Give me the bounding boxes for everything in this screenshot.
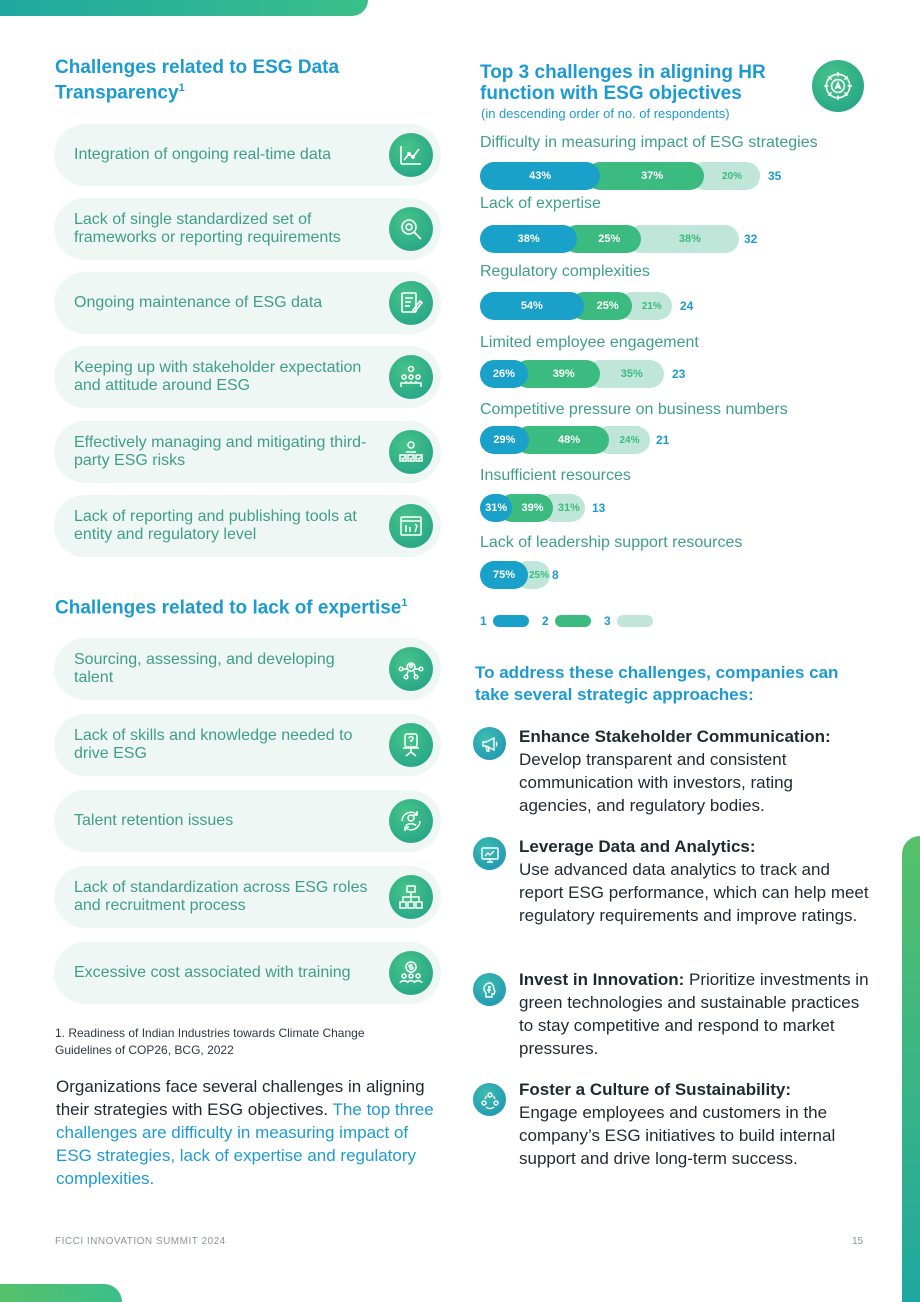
bar-segment-series-2: 39%: [514, 360, 600, 388]
bar-row: [480, 426, 688, 454]
top-decor-bar: [0, 0, 368, 16]
bar-segment-series-1: 26%: [480, 360, 528, 388]
category-label: Regulatory complexities: [480, 263, 650, 280]
category-label: Lack of leadership support resources: [480, 534, 743, 551]
bar-segment-series-2: 39%: [498, 494, 553, 522]
bar-segment-series-1: 54%: [480, 292, 584, 320]
category-label: Limited employee engagement: [480, 334, 699, 351]
approach-text: [519, 1078, 869, 1170]
approaches-heading: To address these challenges, companies can take several strategic approaches:: [475, 663, 839, 704]
legend-swatch: [617, 615, 653, 627]
challenge-text: Lack of reporting and publishing tools at entity and regulatory level: [74, 508, 357, 543]
bar-row: [480, 292, 712, 320]
category-label: Difficulty in measuring impact of ESG strategies: [480, 134, 818, 151]
approach-text: [519, 968, 869, 1060]
legend-swatch: [493, 615, 529, 627]
bar-total-label: 8: [552, 568, 559, 582]
legend-label: 1: [480, 614, 487, 628]
approach-title: Invest in Innovation:: [519, 970, 685, 989]
approach-body: Develop transparent and consistent communication with investors, rating agencies, and regulatory bodies.: [519, 750, 794, 815]
checklist-person-icon: [389, 430, 433, 474]
chair-question-icon: [389, 723, 433, 767]
challenge-item: [54, 638, 441, 700]
summary-highlight: The top three challenges are difficulty in measuring impact of ESG strategies, lack of expertise and regulatory complexities.: [56, 1100, 434, 1188]
search-gear-icon: [389, 207, 433, 251]
challenge-item: [54, 495, 441, 557]
approach-text: [519, 835, 869, 927]
bar-total-label: 13: [592, 501, 606, 515]
money-people-icon: [389, 951, 433, 995]
bar-row: [480, 225, 776, 253]
legend-label: 3: [604, 614, 611, 628]
challenge-item: [54, 124, 441, 186]
challenge-item: [54, 790, 441, 852]
bar-total-label: 21: [656, 433, 670, 447]
challenge-item: [54, 272, 441, 334]
bar-segment-series-1: 29%: [480, 426, 529, 454]
bar-row: [480, 360, 704, 388]
legend-item-2: [542, 614, 591, 628]
bar-segment-series-3: 20%: [690, 162, 760, 190]
footnote: 1. Readiness of Indian Industries towards Climate Change Guidelines of COP26, BCG, 2022: [55, 1026, 365, 1057]
footnote-marker: 1: [401, 597, 408, 609]
bar-row: [480, 561, 584, 589]
bar-segment-series-3: 24%: [595, 426, 649, 454]
challenge-text: Sourcing, assessing, and developing talent: [74, 651, 335, 686]
approach-text: [519, 725, 869, 817]
approach-body: Use advanced data analytics to track and report ESG performance, which can help meet regulatory requirements and improve ratings.: [519, 860, 869, 925]
people-hierarchy-icon: [389, 355, 433, 399]
document-edit-icon: [389, 281, 433, 325]
legend-item-1: [480, 614, 529, 628]
brain-icon: [473, 973, 506, 1006]
org-chart-icon: [389, 875, 433, 919]
challenge-item: [54, 942, 441, 1004]
approach-body: Prioritize investments in green technologies and sustainable practices to stay competitive and respond to market pressures.: [519, 970, 869, 1058]
chart-title: Top 3 challenges in aligning HR function with ESG objectives: [480, 62, 766, 104]
challenge-text: Lack of standardization across ESG roles and recruitment process: [74, 879, 368, 914]
challenge-text: Excessive cost associated with training: [74, 964, 351, 981]
challenge-item: [54, 714, 441, 776]
bottom-decor-bar: [0, 1284, 122, 1302]
bar-total-label: 24: [680, 299, 694, 313]
trend-chart-icon: [389, 133, 433, 177]
bar-segment-series-3: 25%: [514, 561, 550, 589]
bar-segment-series-3: 38%: [627, 225, 738, 253]
summary-paragraph: [56, 1075, 446, 1190]
section-title-lack-of-expertise: [55, 593, 455, 618]
bar-segment-series-1: 43%: [480, 162, 600, 190]
bar-segment-series-1: 75%: [480, 561, 528, 589]
legend-item-3: [604, 614, 653, 628]
report-tools-icon: [389, 504, 433, 548]
legend-swatch: [555, 615, 591, 627]
bar-segment-series-2: 37%: [586, 162, 704, 190]
challenge-text: Lack of single standardized set of frameworks or reporting requirements: [74, 211, 341, 246]
challenge-item: [54, 421, 441, 483]
section-title-esg-data-transparency: [55, 57, 355, 103]
chart-subtitle: (in descending order of no. of respondents): [481, 106, 730, 121]
bar-total-label: 32: [744, 232, 758, 246]
bar-segment-series-1: 31%: [480, 494, 512, 522]
approach-title: Leverage Data and Analytics:: [519, 837, 756, 856]
bar-row: [480, 162, 800, 190]
bar-segment-series-2: 48%: [515, 426, 610, 454]
challenge-text: Integration of ongoing real-time data: [74, 146, 332, 163]
challenge-item: [54, 866, 441, 928]
section-title-text: Challenges related to ESG Data Transparency: [55, 57, 340, 104]
bar-total-label: 35: [768, 169, 782, 183]
analytics-icon: [473, 837, 506, 870]
legend-label: 2: [542, 614, 549, 628]
challenge-text: Lack of skills and knowledge needed to drive ESG: [74, 727, 353, 762]
bar-segment-series-2: 25%: [563, 225, 641, 253]
challenge-text: Ongoing maintenance of ESG data: [74, 294, 323, 311]
approach-title: Foster a Culture of Sustainability:: [519, 1080, 792, 1099]
challenge-item: [54, 198, 441, 260]
bar-segment-series-3: 35%: [586, 360, 664, 388]
right-decor-bar: [902, 836, 920, 1302]
bar-total-label: 23: [672, 367, 686, 381]
challenge-text: Effectively managing and mitigating third-party ESG risks: [74, 434, 367, 469]
challenge-text: Keeping up with stakeholder expectation and attitude around ESG: [74, 359, 362, 394]
page-number: 15: [852, 1236, 864, 1247]
footnote-marker: 1: [178, 82, 185, 94]
compass-gear-icon: [812, 60, 864, 112]
talent-network-icon: [389, 647, 433, 691]
bar-segment-series-3: 31%: [539, 494, 585, 522]
bar-segment-series-1: 38%: [480, 225, 577, 253]
challenge-item: [54, 346, 441, 408]
summary-text: Organizations face several challenges in aligning their strategies with ESG objectives.: [56, 1077, 425, 1119]
bar-row: [480, 494, 624, 522]
community-icon: [473, 1083, 506, 1116]
challenge-text: Talent retention issues: [74, 812, 234, 829]
category-label: Insufficient resources: [480, 467, 631, 484]
category-label: Lack of expertise: [480, 195, 601, 212]
approach-title: Enhance Stakeholder Communication:: [519, 727, 831, 746]
approach-body: Engage employees and customers in the company’s ESG initiatives to build internal support and drive long-term success.: [519, 1103, 836, 1168]
bar-segment-series-3: 21%: [618, 292, 672, 320]
megaphone-icon: [473, 727, 506, 760]
section-title-text: Challenges related to lack of expertise: [55, 597, 402, 619]
person-cycle-icon: [389, 799, 433, 843]
page-footer-title: FICCI INNOVATION SUMMIT 2024: [55, 1236, 226, 1247]
bar-segment-series-2: 25%: [570, 292, 632, 320]
category-label: Competitive pressure on business numbers: [480, 401, 788, 418]
